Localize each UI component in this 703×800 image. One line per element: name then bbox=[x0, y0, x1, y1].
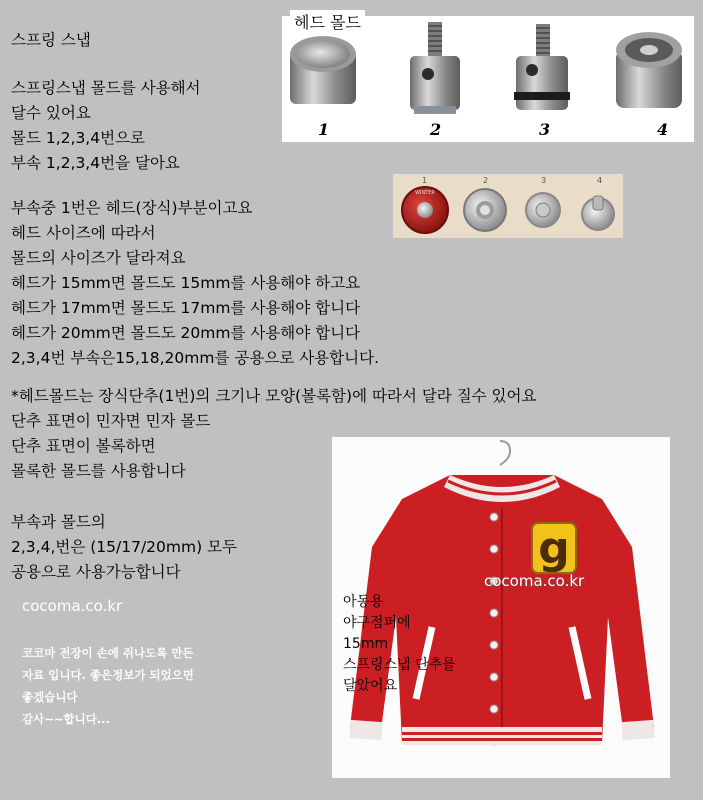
text-line: *헤드몰드는 장식단추(1번)의 크기나 모양(볼록함)에 따라서 달라 질수 있어요 bbox=[11, 387, 537, 405]
text-line: 헤드가 20mm면 몰드도 20mm를 사용해야 합니다 bbox=[11, 324, 361, 342]
snap-part-2 bbox=[464, 189, 506, 231]
mold-number-4: 4 bbox=[657, 120, 669, 139]
handwritten-line: 코코마 전장이 손에 쥐나도록 만든 bbox=[22, 646, 194, 660]
mold-3 bbox=[514, 24, 570, 110]
text-line: 부속중 1번은 헤드(장식)부분이고요 bbox=[11, 199, 253, 217]
caption-line: 달았어요 bbox=[343, 678, 398, 694]
text-line: 몰드 1,2,3,4번으로 bbox=[11, 129, 146, 147]
snap-part-3 bbox=[526, 193, 560, 227]
snap-button-text: WINTER bbox=[415, 190, 435, 196]
mold-number-3: 3 bbox=[539, 120, 551, 139]
mold-illustration bbox=[282, 16, 694, 142]
caption-line: 야구점퍼에 bbox=[343, 615, 411, 631]
handwritten-note bbox=[22, 642, 194, 730]
paragraph-shared-parts bbox=[11, 510, 237, 585]
caption-line: 아동용 bbox=[343, 594, 384, 610]
jacket-brand-label: cocoma.co.kr bbox=[484, 572, 585, 590]
snap-number-4: 4 bbox=[597, 176, 603, 185]
paragraph-head-size bbox=[11, 196, 379, 371]
handwritten-line: 감사~~합니다... bbox=[22, 712, 110, 726]
mold-2 bbox=[410, 22, 460, 114]
snap-parts-photo bbox=[393, 174, 623, 238]
text-line: 단추 표면이 민자면 민자 몰드 bbox=[11, 412, 211, 430]
text-line: 헤드가 17mm면 몰드도 17mm를 사용해야 합니다 bbox=[11, 299, 361, 317]
handwritten-line: 자료 입니다. 좋은정보가 되었으면 bbox=[22, 668, 194, 682]
snap-part-1 bbox=[402, 187, 448, 233]
text-line: 단추 표면이 볼록하면 bbox=[11, 437, 156, 455]
text-line: 2,3,4번 부속은15,18,20mm를 공용으로 사용합니다. bbox=[11, 349, 379, 367]
text-line: 공용으로 사용가능합니다 bbox=[11, 563, 181, 581]
page-title: 스프링 스냅 bbox=[11, 31, 91, 49]
text-line: 헤드 사이즈에 따라서 bbox=[11, 224, 156, 242]
paragraph-mold-usage bbox=[11, 76, 201, 176]
text-line: 스프링스냅 몰드를 사용해서 bbox=[11, 79, 201, 97]
jacket-badge: g bbox=[538, 523, 570, 574]
handwritten-line: 좋겠습니다 bbox=[22, 690, 78, 704]
mold-number-2: 2 bbox=[430, 120, 442, 139]
mold-number-1: 1 bbox=[318, 120, 330, 139]
snap-number-2: 2 bbox=[483, 176, 489, 185]
snap-number-3: 3 bbox=[541, 176, 547, 185]
snap-part-4 bbox=[582, 196, 614, 230]
snap-number-1: 1 bbox=[422, 176, 428, 185]
mold-photo bbox=[282, 16, 694, 142]
brand-label: cocoma.co.kr bbox=[22, 597, 123, 615]
text-line: 몰록한 몰드를 사용합니다 bbox=[11, 462, 186, 480]
mold-1 bbox=[290, 36, 356, 104]
caption-line: 15mm bbox=[343, 636, 389, 652]
text-line: 부속과 몰드의 bbox=[11, 513, 106, 531]
text-line: 2,3,4,번은 (15/17/20mm) 모두 bbox=[11, 538, 238, 556]
caption-line: 스프링스냅 단추를 bbox=[343, 657, 456, 673]
text-line: 몰드의 사이즈가 달라져요 bbox=[11, 249, 186, 267]
mold-4 bbox=[616, 32, 682, 108]
text-line: 헤드가 15mm면 몰드도 15mm를 사용해야 하고요 bbox=[11, 274, 361, 292]
jacket-caption bbox=[343, 592, 456, 697]
snap-parts-illustration bbox=[393, 174, 623, 238]
text-line: 달수 있어요 bbox=[11, 104, 91, 122]
mold-photo-title: 헤드 몰드 bbox=[290, 10, 365, 33]
text-line: 부속 1,2,3,4번을 달아요 bbox=[11, 154, 180, 172]
